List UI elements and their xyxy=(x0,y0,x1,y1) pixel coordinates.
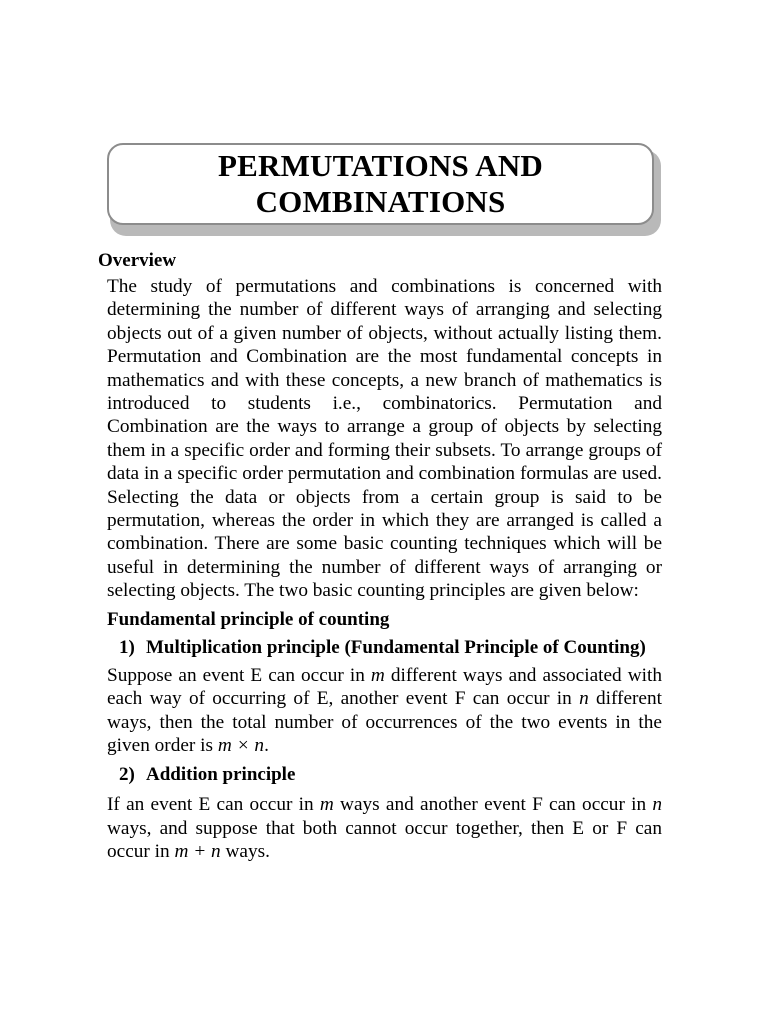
chapter-title-line-2: COMBINATIONS xyxy=(255,184,506,219)
addition-text-part-2: ways and another event F can occur in xyxy=(333,794,653,816)
addition-text-part-1: If an event E can occur in xyxy=(107,794,320,816)
document-content xyxy=(98,249,662,864)
addition-text-part-4: ways. xyxy=(220,841,270,863)
addition-var-m: m xyxy=(319,794,334,816)
fundamental-principle-heading: Fundamental principle of counting xyxy=(107,608,390,630)
addition-principle-number: 2) xyxy=(119,764,135,786)
multiplication-var-m: m xyxy=(370,664,385,686)
overview-heading: Overview xyxy=(98,250,177,271)
chapter-title-box xyxy=(107,143,654,225)
multiplication-principle-number: 1) xyxy=(119,636,135,658)
addition-principle-heading xyxy=(119,763,662,787)
addition-var-n: n xyxy=(652,794,662,816)
multiplication-var-n: n xyxy=(579,688,589,710)
multiplication-principle-heading xyxy=(119,636,662,660)
multiplication-text-part-3: different ways, then the total number of occurrences of the two events in the given order is xyxy=(107,688,662,756)
multiplication-formula: m × n xyxy=(217,734,265,756)
addition-principle-paragraph xyxy=(107,793,662,863)
overview-paragraph: The study of permutations and combinations is concerned with determining the number of different ways of arranging and selecting objects out of a given number of objects, without actually listing them. Permutation and Combination are the most fundamental concepts in mathematics and with these concepts, a new branch of mathematics is introduced to students i.e., combinatorics. Permutation and Combination are the ways to arrange a group of objects by selecting them in a specific order and forming their subsets. To arrange groups of data in a specific order permutation and combination formulas are used. Selecting the data or objects from a certain group is said to be permutation, whereas the order in which they are arranged is called a combination. There are some basic counting techniques which will be useful in determining the number of different ways of arranging or selecting objects. The two basic counting principles are given below: xyxy=(107,276,662,602)
multiplication-principle-title: Multiplication principle (Fundamental Principle of Counting) xyxy=(146,636,646,658)
addition-principle-title: Addition principle xyxy=(146,764,296,786)
multiplication-principle-paragraph xyxy=(107,664,662,758)
multiplication-text-part-1: Suppose an event E can occur in xyxy=(107,664,371,686)
multiplication-text-part-2: different ways and associated with each way of occurring of E, another event F can occur in xyxy=(107,664,662,710)
addition-text-part-3: ways, and suppose that both cannot occur together, then E or F can occur in xyxy=(107,817,662,863)
multiplication-text-part-4: . xyxy=(264,734,269,756)
addition-formula: m + n xyxy=(174,841,221,863)
chapter-title-line-1: PERMUTATIONS AND xyxy=(218,148,543,183)
